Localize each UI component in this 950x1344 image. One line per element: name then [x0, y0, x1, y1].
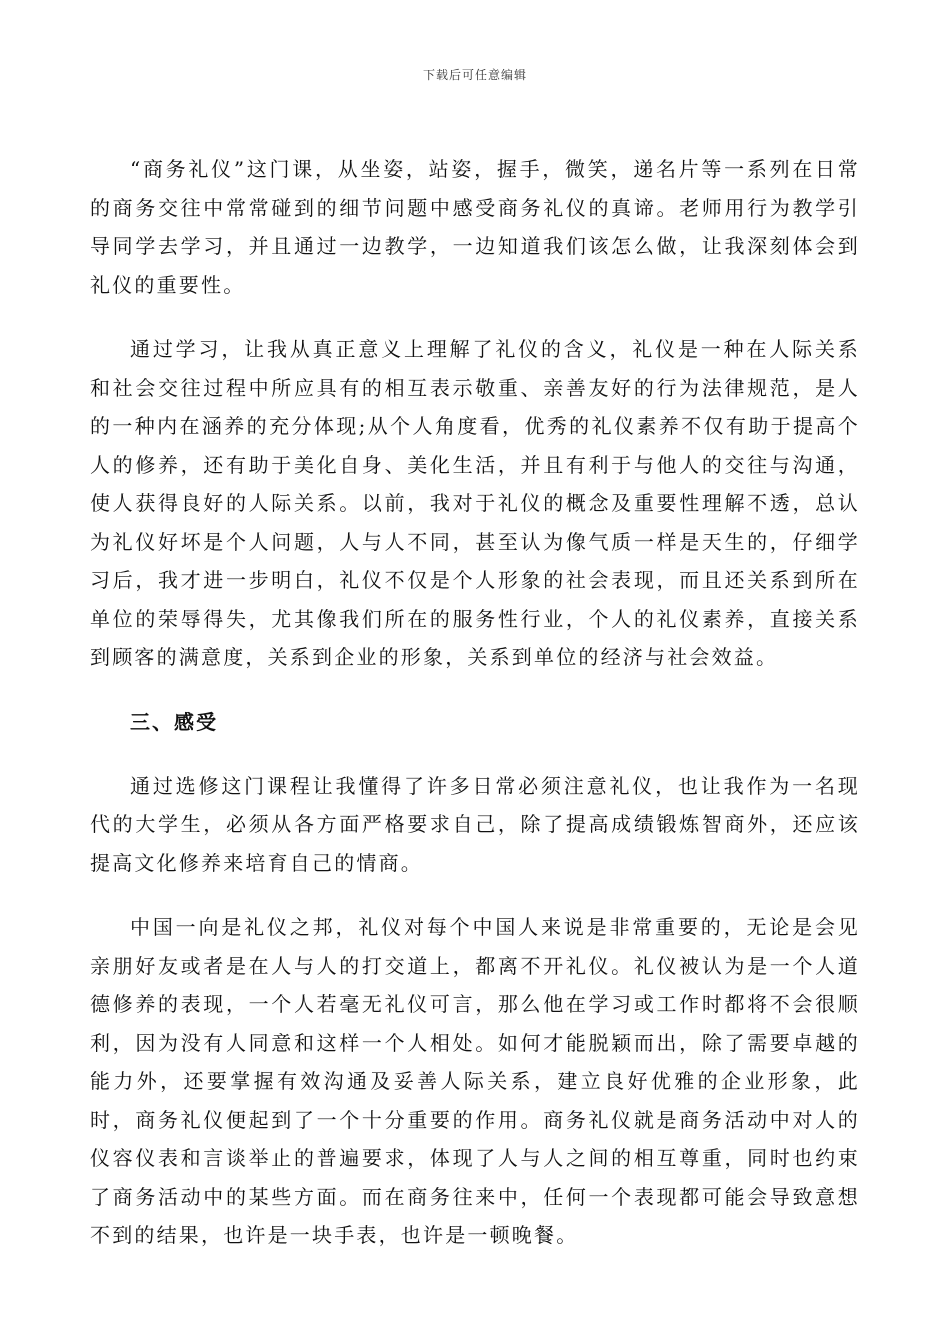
section-heading: 三、感受 — [130, 709, 218, 734]
paragraph-spacer — [90, 677, 860, 703]
paragraph-spacer — [90, 304, 860, 330]
paragraph-spacer — [90, 741, 860, 767]
paragraph-course-feelings: 通过选修这门课程让我懂得了许多日常必须注意礼仪，也让我作为一名现代的大学生，必须从各方面严格要求自己，除了提高成绩锻炼智商外，还应该提高文化修养来培育自己的情商。 — [90, 773, 860, 875]
page-header: 下载后可任意编辑 — [422, 68, 527, 82]
paragraph-etiquette-meaning: 通过学习，让我从真正意义上理解了礼仪的含义，礼仪是一种在人际关系和社会交往过程中所应具有的相互表示敬重、亲善友好的行为法律规范，是人的一种内在涵养的充分体现;从个人角度看，优秀的礼仪素养不仅有助于提高个人的修养，还有助于美化自身、美化生活，并且有利于与他人的交往与沟通，使人获得良好的人际关系。以前，我对于礼仪的概念及重要性理解不透，总认为礼仪好坏是个人问题，人与人不同，甚至认为像气质一样是天生的，仔细学习后，我才进一步明白，礼仪不仅是个人形象的社会表现，而且还关系到所在单位的荣辱得失，尤其像我们所在的服务性行业，个人的礼仪素养，直接关系到顾客的满意度，关系到企业的形象，关系到单位的经济与社会效益。 — [90, 337, 860, 669]
paragraph-spacer — [90, 882, 860, 908]
document-body — [90, 150, 860, 1255]
paragraph-china-etiquette: 中国一向是礼仪之邦，礼仪对每个中国人来说是非常重要的，无论是会见亲朋好友或者是在人与人的打交道上，都离不开礼仪。礼仪被认为是一个人道德修养的表现，一个人若毫无礼仪可言，那么他在学习或工作时都将不会很顺利，因为没有人同意和这样一个人相处。如何才能脱颖而出，除了需要卓越的能力外，还要掌握有效沟通及妥善人际关系，建立良好优雅的企业形象，此时，商务礼仪便起到了一个十分重要的作用。商务礼仪就是商务活动中对人的仪容仪表和言谈举止的普遍要求，体现了人与人之间的相互尊重，同时也约束了商务活动中的某些方面。而在商务往来中，任何一个表现都可能会导致意想不到的结果，也许是一块手表，也许是一顿晚餐。 — [90, 915, 860, 1247]
paragraph-course-intro: “商务礼仪”这门课，从坐姿，站姿，握手，微笑，递名片等一系列在日常的商务交往中常常碰到的细节问题中感受商务礼仪的真谛。老师用行为教学引导同学去学习，并且通过一边教学，一边知道我们该怎么做，让我深刻体会到礼仪的重要性。 — [90, 157, 860, 297]
